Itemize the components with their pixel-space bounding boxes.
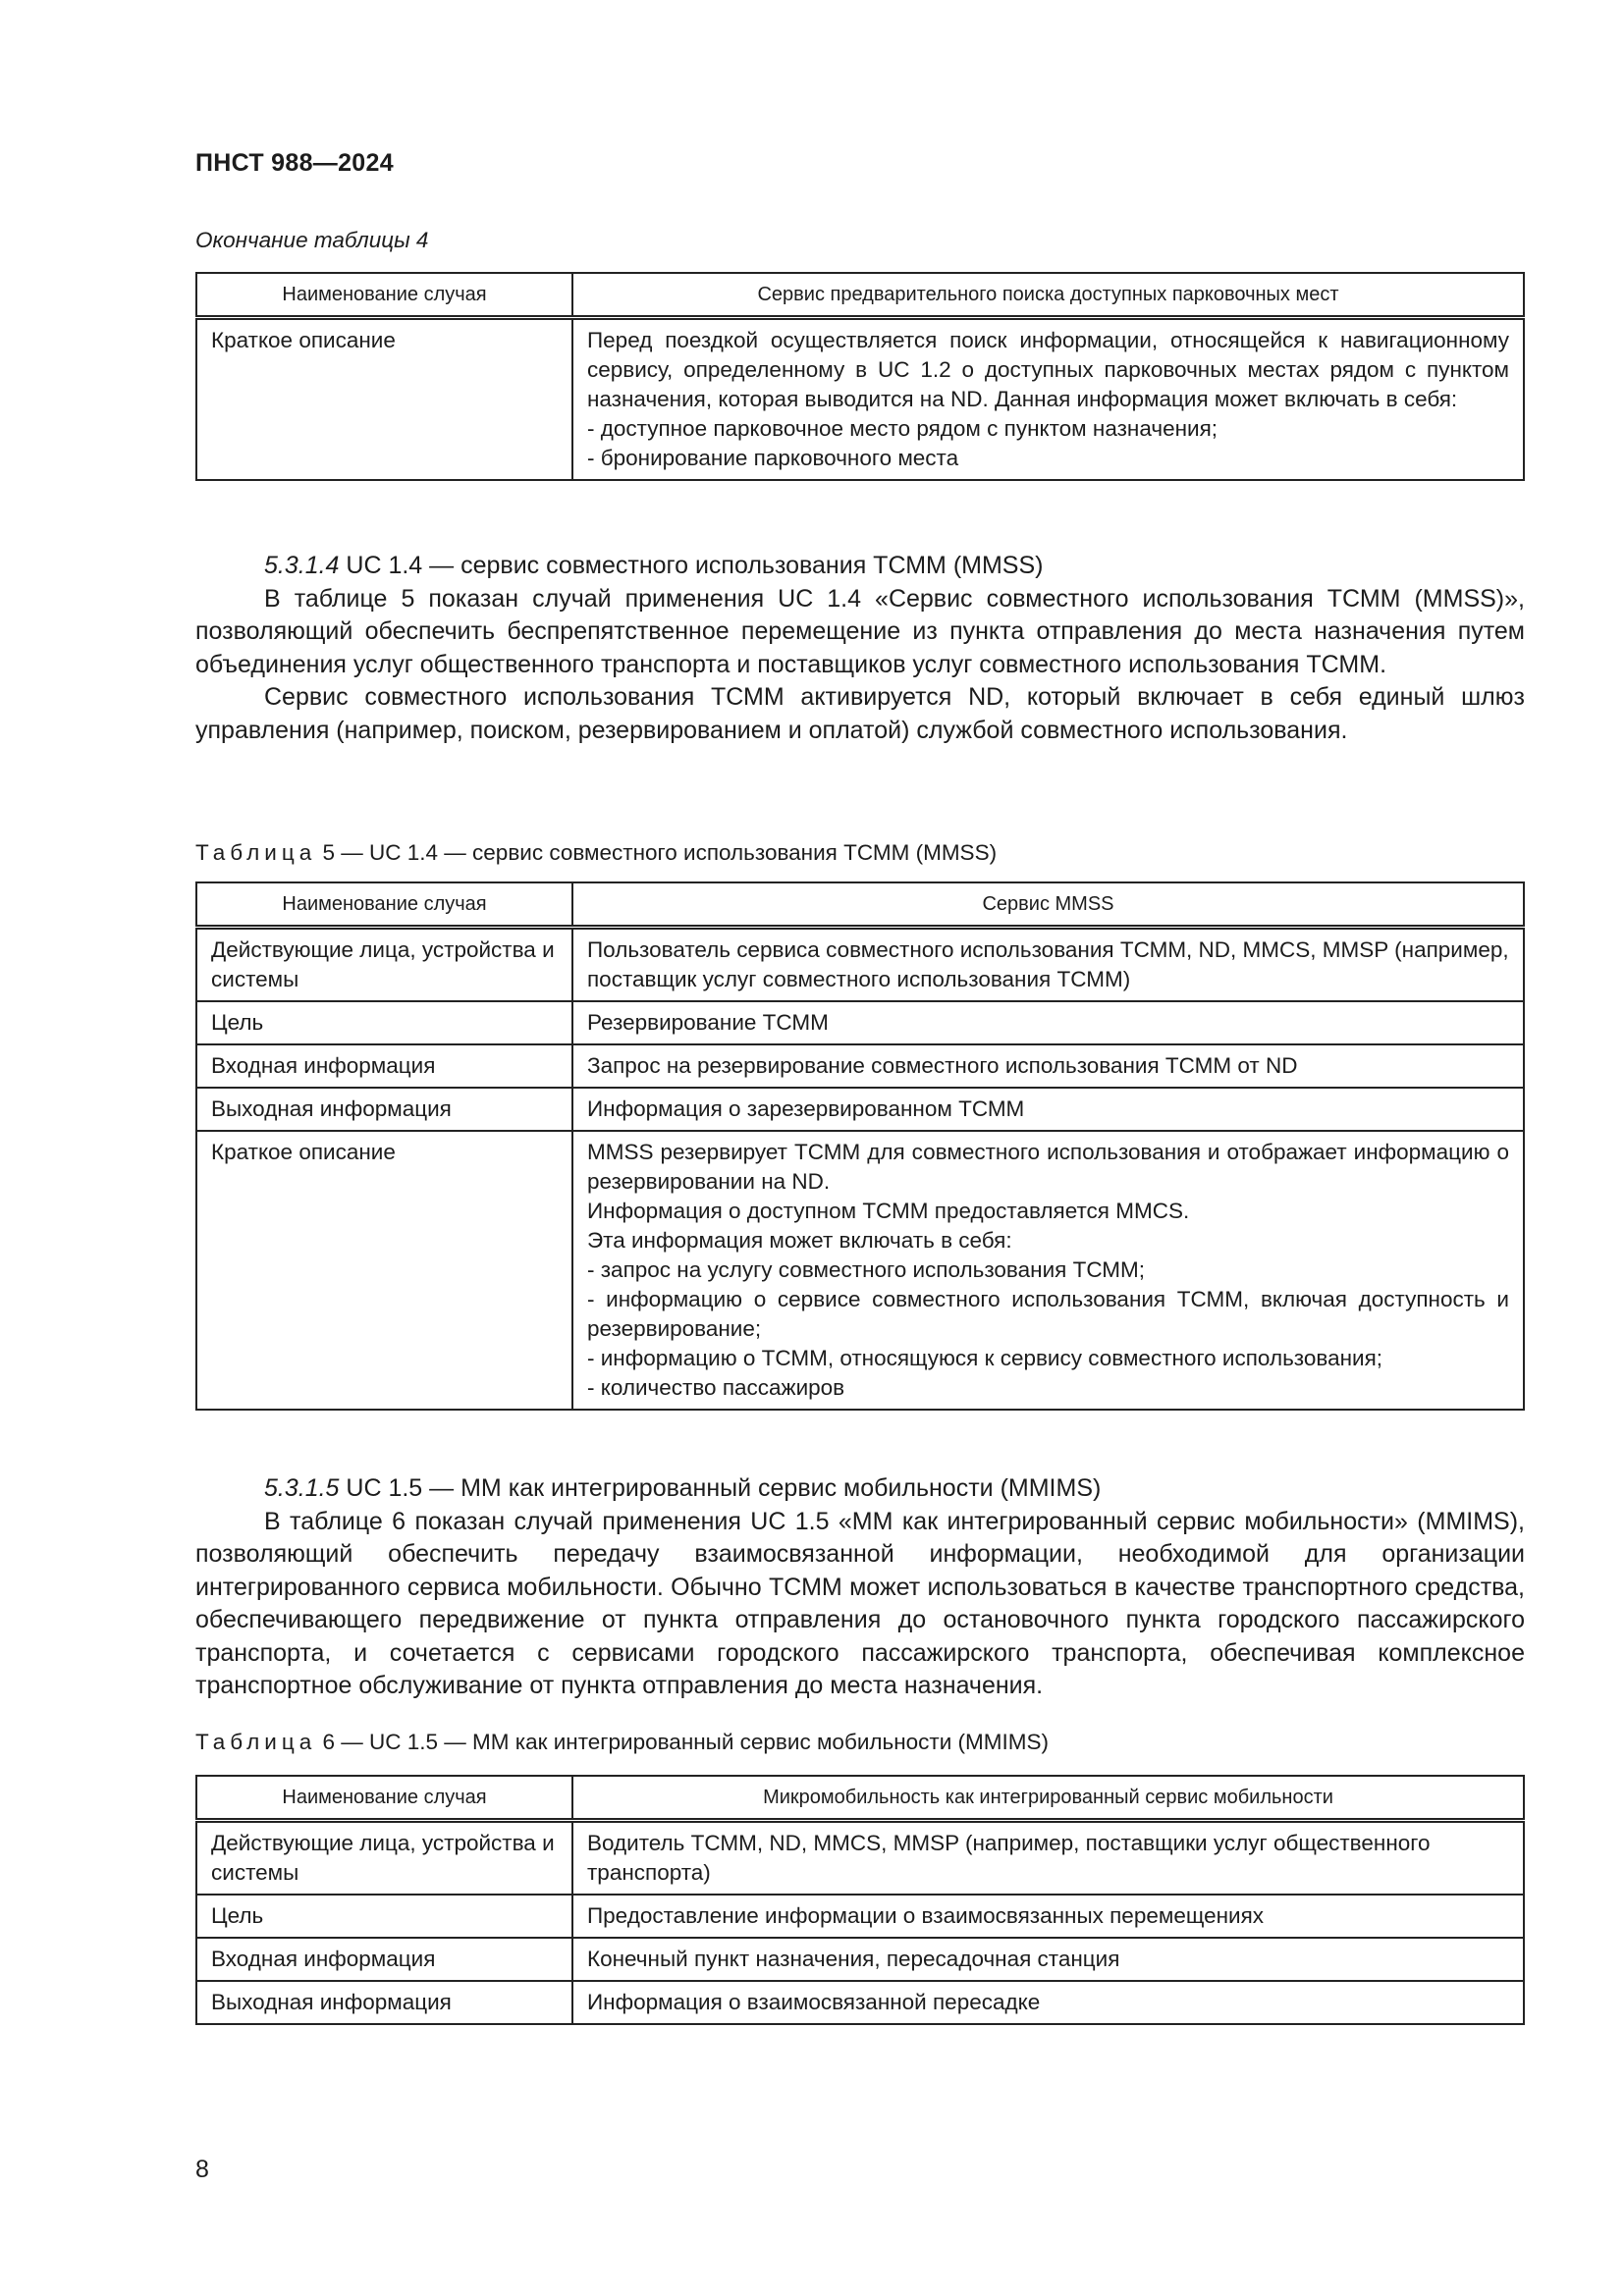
row-label: Входная информация [196, 1938, 572, 1981]
section-title: UC 1.4 — сервис совместного использования ТСММ (MMSS) [346, 552, 1044, 579]
section-1-4 [195, 550, 1525, 747]
paragraph: Сервис совместного использования ТСММ активируется ND, который включает в себя единый шлюз управления (например, поиском, резервированием и оплатой) службой совместного использования. [195, 683, 1525, 744]
table-row [196, 318, 1524, 481]
caption-text: 5 — UC 1.4 — сервис совместного использования ТСММ (MMSS) [322, 840, 998, 865]
table4 [195, 272, 1525, 481]
list-item: - запрос на услугу совместного использования ТСММ; [587, 1257, 1146, 1282]
table-header-row [196, 882, 1524, 928]
header-cell: Наименование случая [196, 1776, 572, 1821]
table5-caption [195, 840, 997, 866]
section-heading [195, 1472, 1525, 1506]
row-label: Выходная информация [196, 1981, 572, 2024]
row-label: Действующие лица, устройства и системы [196, 1821, 572, 1896]
section-heading [195, 550, 1525, 583]
row-value: Запрос на резервирование совместного использования ТСММ от ND [572, 1044, 1524, 1088]
list-item: - информацию о ТСММ, относящуюся к сервису совместного использования; [587, 1346, 1383, 1370]
row-value: Водитель ТСММ, ND, MMCS, MMSP (например, поставщики услуг общественного транспорта) [572, 1821, 1524, 1896]
table-row [196, 1088, 1524, 1131]
row-value [572, 318, 1524, 481]
list-item: - доступное парковочное место рядом с пунктом назначения; [587, 416, 1218, 441]
table-row [196, 1981, 1524, 2024]
table-row [196, 1938, 1524, 1981]
table-row [196, 1821, 1524, 1896]
row-value: Пользователь сервиса совместного использования ТСММ, ND, MMCS, MMSP (например, поставщик услуг совместного использования ТСММ) [572, 928, 1524, 1002]
row-label: Входная информация [196, 1044, 572, 1088]
table-row [196, 1895, 1524, 1938]
table-header-row [196, 273, 1524, 318]
row-value: Информация о взаимосвязанной пересадке [572, 1981, 1524, 2024]
caption-text: 6 — UC 1.5 — ММ как интегрированный сервис мобильности (MMIMS) [322, 1730, 1050, 1754]
row-label: Действующие лица, устройства и системы [196, 928, 572, 1002]
row-text: Перед поездкой осуществляется поиск информации, относящейся к навигационному сервису, определенному в UC 1.2 о доступных парковочных местах рядом с пунктом назначения, которая выводится на ND. Данная информация может включать в себя: [587, 328, 1509, 411]
row-label: Цель [196, 1001, 572, 1044]
page-number: 8 [195, 2156, 209, 2183]
table6-caption [195, 1730, 1049, 1755]
header-cell: Микромобильность как интегрированный сервис мобильности [572, 1776, 1524, 1821]
caption-label: Таблица [195, 840, 317, 865]
row-text: Информация о доступном ТСММ предоставляется MMCS. [587, 1199, 1190, 1223]
row-text: MMSS резервирует ТСММ для совместного использования и отображает информацию о резервировании на ND. [587, 1140, 1509, 1194]
list-item: - бронирование парковочного места [587, 446, 959, 470]
paragraph: В таблице 5 показан случай применения UC 1.4 «Сервис совместного использования ТСММ (MMSS)», позволяющий обеспечить беспрепятственное перемещение из пункта отправления до места назначения путем объединения услуг общественного транспорта и поставщиков услуг совместного использования ТСММ. [195, 584, 1525, 678]
row-value: Информация о зарезервированном ТСММ [572, 1088, 1524, 1131]
list-item: - информацию о сервисе совместного использования ТСММ, включая доступность и резервирование; [587, 1287, 1509, 1341]
table-row [196, 928, 1524, 1002]
caption-label: Таблица [195, 1730, 317, 1754]
table6 [195, 1775, 1525, 2025]
table-header-row [196, 1776, 1524, 1821]
header-cell: Наименование случая [196, 882, 572, 928]
header-cell: Сервис предварительного поиска доступных парковочных мест [572, 273, 1524, 318]
table-row [196, 1044, 1524, 1088]
section-1-5 [195, 1472, 1525, 1703]
section-number: 5.3.1.5 [264, 1474, 340, 1502]
list-item: - количество пассажиров [587, 1375, 845, 1400]
header-cell: Наименование случая [196, 273, 572, 318]
table-row [196, 1001, 1524, 1044]
table-row [196, 1131, 1524, 1410]
document-id: ПНСТ 988—2024 [195, 149, 394, 177]
row-label: Цель [196, 1895, 572, 1938]
row-value: Резервирование ТСММ [572, 1001, 1524, 1044]
table4-caption: Окончание таблицы 4 [195, 228, 429, 252]
row-label: Выходная информация [196, 1088, 572, 1131]
row-value [572, 1131, 1524, 1410]
table5 [195, 881, 1525, 1411]
paragraph: В таблице 6 показан случай применения UC 1.5 «ММ как интегрированный сервис мобильности» (MMIMS), позволяющий обеспечить передачу взаимосвязанной информации, необходимой для организации интегрированного сервиса мобильности. Обычно ТСММ может использоваться в качестве транспортного средства, обеспечивающего передвижение от пункта отправления до остановочного пункта городского пассажирского транспорта, и сочетается с сервисами городского пассажирского транспорта, обеспечивая комплексное транспортное обслуживание от пункта отправления до места назначения. [195, 1507, 1525, 1699]
row-value: Предоставление информации о взаимосвязанных перемещениях [572, 1895, 1524, 1938]
section-number: 5.3.1.4 [264, 552, 340, 579]
row-label: Краткое описание [196, 1131, 572, 1410]
row-value: Конечный пункт назначения, пересадочная станция [572, 1938, 1524, 1981]
row-label: Краткое описание [196, 318, 572, 481]
row-text: Эта информация может включать в себя: [587, 1228, 1012, 1253]
section-title: UC 1.5 — ММ как интегрированный сервис мобильности (MMIMS) [346, 1474, 1102, 1502]
header-cell: Сервис MMSS [572, 882, 1524, 928]
